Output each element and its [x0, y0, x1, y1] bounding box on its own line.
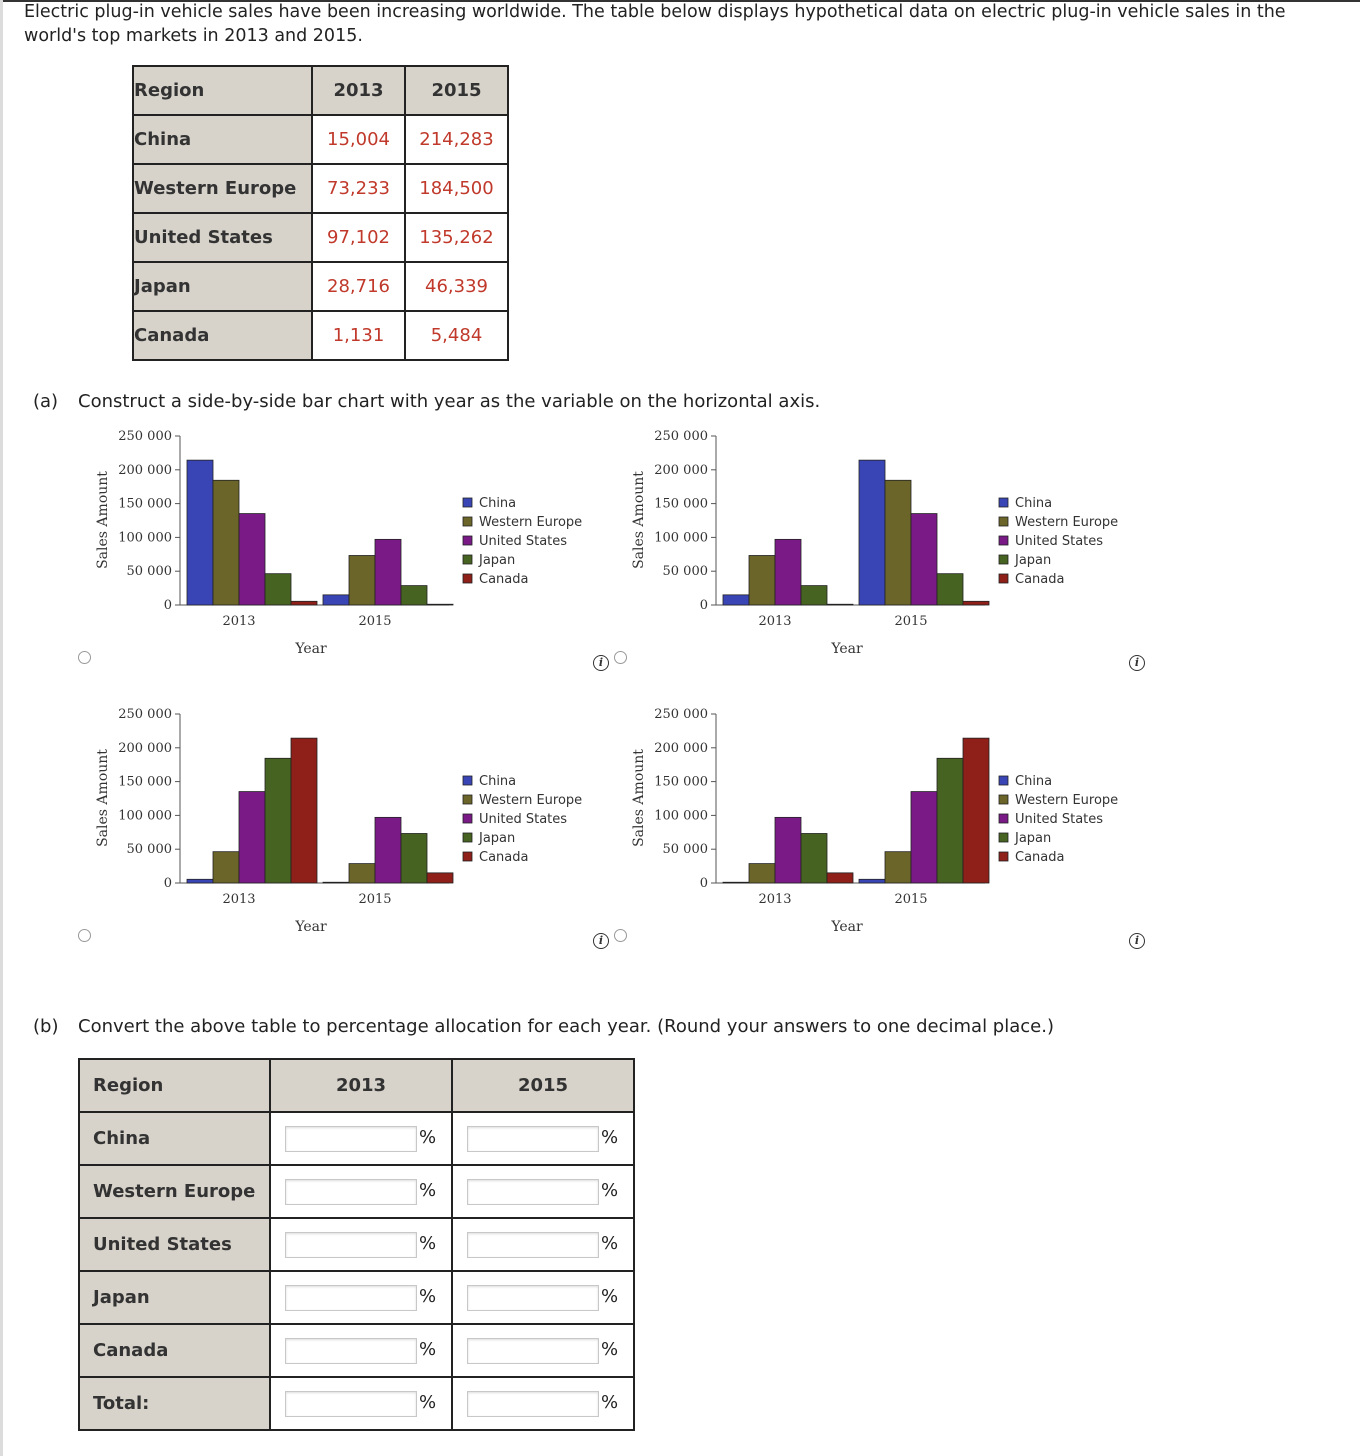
legend-label: Western Europe: [479, 793, 583, 808]
pct-cell-2013: [270, 1218, 452, 1271]
legend-swatch: [463, 795, 472, 804]
bar-western-europe: [749, 555, 775, 605]
option-3-info-icon[interactable]: i: [593, 933, 609, 949]
bar-china: [323, 595, 349, 605]
x-tick-label: 2013: [222, 892, 256, 907]
pct-cell-2013: [270, 1377, 452, 1430]
part-a-label: (a): [33, 391, 59, 412]
y-tick-label: 50 000: [126, 842, 172, 858]
table-row: [79, 1377, 634, 1430]
option-1-radio[interactable]: [78, 651, 91, 664]
table-row: [79, 1112, 634, 1165]
y-tick-label: 200 000: [118, 740, 172, 756]
y-tick-label: 50 000: [126, 564, 172, 580]
pct-input-western-europe-2013[interactable]: [285, 1179, 417, 1205]
bar-western-europe: [749, 864, 775, 883]
region-label: Japan: [133, 262, 312, 311]
pct-input-total-2015[interactable]: [467, 1391, 599, 1417]
part-b-text: Convert the above table to percentage allocation for each year. (Round your answers to one decimal place.): [78, 1016, 1054, 1037]
bar-western-europe: [213, 852, 239, 883]
bar-western-europe: [349, 864, 375, 883]
sales-2013: 15,004: [312, 115, 405, 164]
legend-swatch: [999, 517, 1008, 526]
legend-label: Western Europe: [479, 515, 583, 530]
y-axis-title: Sales Amount: [631, 749, 647, 847]
option-2-radio[interactable]: [614, 651, 627, 664]
sales-2013: 1,131: [312, 311, 405, 360]
pct-region-label: Total:: [79, 1377, 270, 1430]
y-tick-label: 150 000: [118, 496, 172, 512]
bar-japan: [401, 586, 427, 605]
legend-label: United States: [479, 534, 568, 549]
legend-swatch: [999, 833, 1008, 842]
legend-label: United States: [1015, 534, 1104, 549]
legend-swatch: [463, 776, 472, 785]
legend-label: Canada: [479, 850, 529, 865]
x-tick-label: 2015: [894, 892, 928, 907]
x-axis-title: Year: [295, 919, 327, 935]
x-axis-title: Year: [831, 641, 863, 657]
bar-china: [723, 595, 749, 605]
legend-swatch: [463, 574, 472, 583]
legend-label: Western Europe: [1015, 793, 1119, 808]
percent-sign: %: [419, 1286, 437, 1307]
bar-western-europe: [213, 480, 239, 605]
pct-cell-2013: [270, 1112, 452, 1165]
legend-label: Japan: [1015, 831, 1052, 846]
x-tick-label: 2013: [222, 614, 256, 629]
legend-swatch: [463, 852, 472, 861]
bar-china: [187, 879, 213, 883]
y-axis-title: Sales Amount: [95, 471, 111, 569]
y-tick-label: 150 000: [654, 774, 708, 790]
bar-canada: [963, 738, 989, 883]
option-1-info-icon[interactable]: i: [593, 655, 609, 671]
percent-sign: %: [601, 1180, 619, 1201]
pct-cell-2015: [452, 1377, 634, 1430]
pct-cell-2015: [452, 1271, 634, 1324]
table-row: [79, 1324, 634, 1377]
legend-label: Western Europe: [1015, 515, 1119, 530]
x-tick-label: 2015: [358, 614, 392, 629]
legend-swatch: [463, 555, 472, 564]
sales-2015: 5,484: [405, 311, 508, 360]
legend-swatch: [999, 555, 1008, 564]
pct-header-2015: 2015: [452, 1059, 634, 1112]
bar-japan: [401, 833, 427, 883]
legend-label: Japan: [1015, 553, 1052, 568]
bar-western-europe: [349, 555, 375, 605]
pct-cell-2015: [452, 1165, 634, 1218]
region-label: Western Europe: [133, 164, 312, 213]
percentage-table: [78, 1058, 635, 1431]
legend-swatch: [999, 776, 1008, 785]
bar-united-states: [375, 539, 401, 605]
bar-united-states: [911, 792, 937, 883]
bar-japan: [937, 574, 963, 605]
legend-swatch: [999, 536, 1008, 545]
bar-japan: [265, 574, 291, 605]
bar-canada: [827, 604, 853, 605]
percent-sign: %: [419, 1127, 437, 1148]
bar-united-states: [375, 817, 401, 883]
pct-header-2013: 2013: [270, 1059, 452, 1112]
y-tick-label: 50 000: [662, 842, 708, 858]
bar-china: [859, 460, 885, 605]
legend-swatch: [999, 814, 1008, 823]
pct-input-canada-2015[interactable]: [467, 1338, 599, 1364]
table-row: [79, 1218, 634, 1271]
y-tick-label: 200 000: [654, 740, 708, 756]
percent-sign: %: [419, 1339, 437, 1360]
sales-2015: 214,283: [405, 115, 508, 164]
intro-text: Electric plug-in vehicle sales have been increasing worldwide. The table below displays hypothetical data on electric plug-in vehicle sales in the world's top markets in 2013 and 2015.: [24, 2, 1286, 46]
region-label: China: [133, 115, 312, 164]
percent-sign: %: [601, 1339, 619, 1360]
table-row: [79, 1165, 634, 1218]
pct-input-western-europe-2015[interactable]: [467, 1179, 599, 1205]
legend-swatch: [463, 517, 472, 526]
y-axis-title: Sales Amount: [95, 749, 111, 847]
pct-input-united-states-2013[interactable]: [285, 1232, 417, 1258]
percent-sign: %: [601, 1233, 619, 1254]
bar-western-europe: [885, 480, 911, 605]
bar-united-states: [239, 792, 265, 883]
pct-region-label: Western Europe: [79, 1165, 270, 1218]
pct-table-header-row: [79, 1059, 634, 1112]
pct-cell-2013: [270, 1324, 452, 1377]
pct-region-label: Japan: [79, 1271, 270, 1324]
bar-canada: [427, 604, 453, 605]
option-2-info-icon[interactable]: i: [1129, 655, 1145, 671]
sales-2015: 135,262: [405, 213, 508, 262]
region-label: United States: [133, 213, 312, 262]
y-tick-label: 200 000: [654, 462, 708, 478]
legend-label: Canada: [1015, 572, 1065, 587]
legend-label: United States: [1015, 812, 1104, 827]
sales-2015: 184,500: [405, 164, 508, 213]
sales-2013: 28,716: [312, 262, 405, 311]
bar-japan: [937, 758, 963, 883]
region-label: Canada: [133, 311, 312, 360]
table-row: [79, 1271, 634, 1324]
y-tick-label: 250 000: [654, 429, 708, 444]
bar-canada: [963, 601, 989, 605]
pct-input-united-states-2015[interactable]: [467, 1232, 599, 1258]
legend-label: United States: [479, 812, 568, 827]
legend-label: Japan: [479, 831, 516, 846]
bar-canada: [827, 873, 853, 883]
y-tick-label: 50 000: [662, 564, 708, 580]
legend-swatch: [999, 498, 1008, 507]
bar-canada: [291, 601, 317, 605]
legend-swatch: [463, 498, 472, 507]
legend-label: Canada: [479, 572, 529, 587]
pct-input-japan-2013[interactable]: [285, 1285, 417, 1311]
y-tick-label: 100 000: [654, 808, 708, 824]
y-tick-label: 100 000: [654, 530, 708, 546]
y-tick-label: 150 000: [118, 774, 172, 790]
legend-label: China: [1015, 774, 1053, 789]
option-4-info-icon[interactable]: i: [1129, 933, 1145, 949]
bar-japan: [265, 758, 291, 883]
option-3-radio[interactable]: [78, 929, 91, 942]
pct-cell-2013: [270, 1271, 452, 1324]
legend-label: China: [479, 496, 517, 511]
pct-cell-2015: [452, 1112, 634, 1165]
bar-canada: [291, 738, 317, 883]
percent-sign: %: [419, 1392, 437, 1413]
bar-united-states: [239, 514, 265, 605]
pct-region-label: United States: [79, 1218, 270, 1271]
y-tick-label: 250 000: [118, 707, 172, 722]
part-b-label: (b): [33, 1016, 59, 1037]
option-4-radio[interactable]: [614, 929, 627, 942]
x-tick-label: 2013: [758, 614, 792, 629]
part-a-text: Construct a side-by-side bar chart with year as the variable on the horizontal axis.: [78, 391, 821, 412]
bar-japan: [801, 833, 827, 883]
header-2015: 2015: [405, 66, 508, 115]
bar-china: [323, 882, 349, 883]
pct-cell-2015: [452, 1218, 634, 1271]
bar-china: [187, 460, 213, 605]
y-tick-label: 0: [699, 598, 708, 613]
y-tick-label: 0: [163, 876, 172, 891]
y-tick-label: 100 000: [118, 808, 172, 824]
y-tick-label: 0: [163, 598, 172, 613]
y-tick-label: 200 000: [118, 462, 172, 478]
pct-input-china-2013[interactable]: [285, 1126, 417, 1152]
percent-sign: %: [601, 1127, 619, 1148]
pct-input-canada-2013[interactable]: [285, 1338, 417, 1364]
pct-input-japan-2015[interactable]: [467, 1285, 599, 1311]
y-tick-label: 250 000: [118, 429, 172, 444]
legend-swatch: [463, 833, 472, 842]
legend-label: China: [479, 774, 517, 789]
legend-swatch: [999, 795, 1008, 804]
pct-region-label: China: [79, 1112, 270, 1165]
x-axis-title: Year: [831, 919, 863, 935]
sales-2015: 46,339: [405, 262, 508, 311]
x-axis-title: Year: [295, 641, 327, 657]
percent-sign: %: [419, 1180, 437, 1201]
bar-united-states: [911, 514, 937, 605]
y-tick-label: 250 000: [654, 707, 708, 722]
header-region: Region: [133, 66, 312, 115]
legend-swatch: [463, 814, 472, 823]
x-tick-label: 2015: [894, 614, 928, 629]
legend-label: Japan: [479, 553, 516, 568]
legend-swatch: [999, 574, 1008, 583]
pct-cell-2015: [452, 1324, 634, 1377]
legend-swatch: [463, 536, 472, 545]
pct-region-label: Canada: [79, 1324, 270, 1377]
bar-china: [723, 882, 749, 883]
bar-united-states: [775, 817, 801, 883]
bar-western-europe: [885, 852, 911, 883]
percent-sign: %: [601, 1286, 619, 1307]
bar-china: [859, 879, 885, 883]
pct-cell-2013: [270, 1165, 452, 1218]
legend-label: China: [1015, 496, 1053, 511]
bar-canada: [427, 873, 453, 883]
percent-sign: %: [419, 1233, 437, 1254]
bar-united-states: [775, 539, 801, 605]
sales-2013: 97,102: [312, 213, 405, 262]
legend-label: Canada: [1015, 850, 1065, 865]
x-tick-label: 2015: [358, 892, 392, 907]
x-tick-label: 2013: [758, 892, 792, 907]
pct-input-china-2015[interactable]: [467, 1126, 599, 1152]
percent-sign: %: [601, 1392, 619, 1413]
bar-japan: [801, 586, 827, 605]
y-tick-label: 150 000: [654, 496, 708, 512]
legend-swatch: [999, 852, 1008, 861]
y-tick-label: 0: [699, 876, 708, 891]
pct-input-total-2013[interactable]: [285, 1391, 417, 1417]
y-tick-label: 100 000: [118, 530, 172, 546]
sales-2013: 73,233: [312, 164, 405, 213]
y-axis-title: Sales Amount: [631, 471, 647, 569]
header-2013: 2013: [312, 66, 405, 115]
pct-header-region: Region: [79, 1059, 270, 1112]
